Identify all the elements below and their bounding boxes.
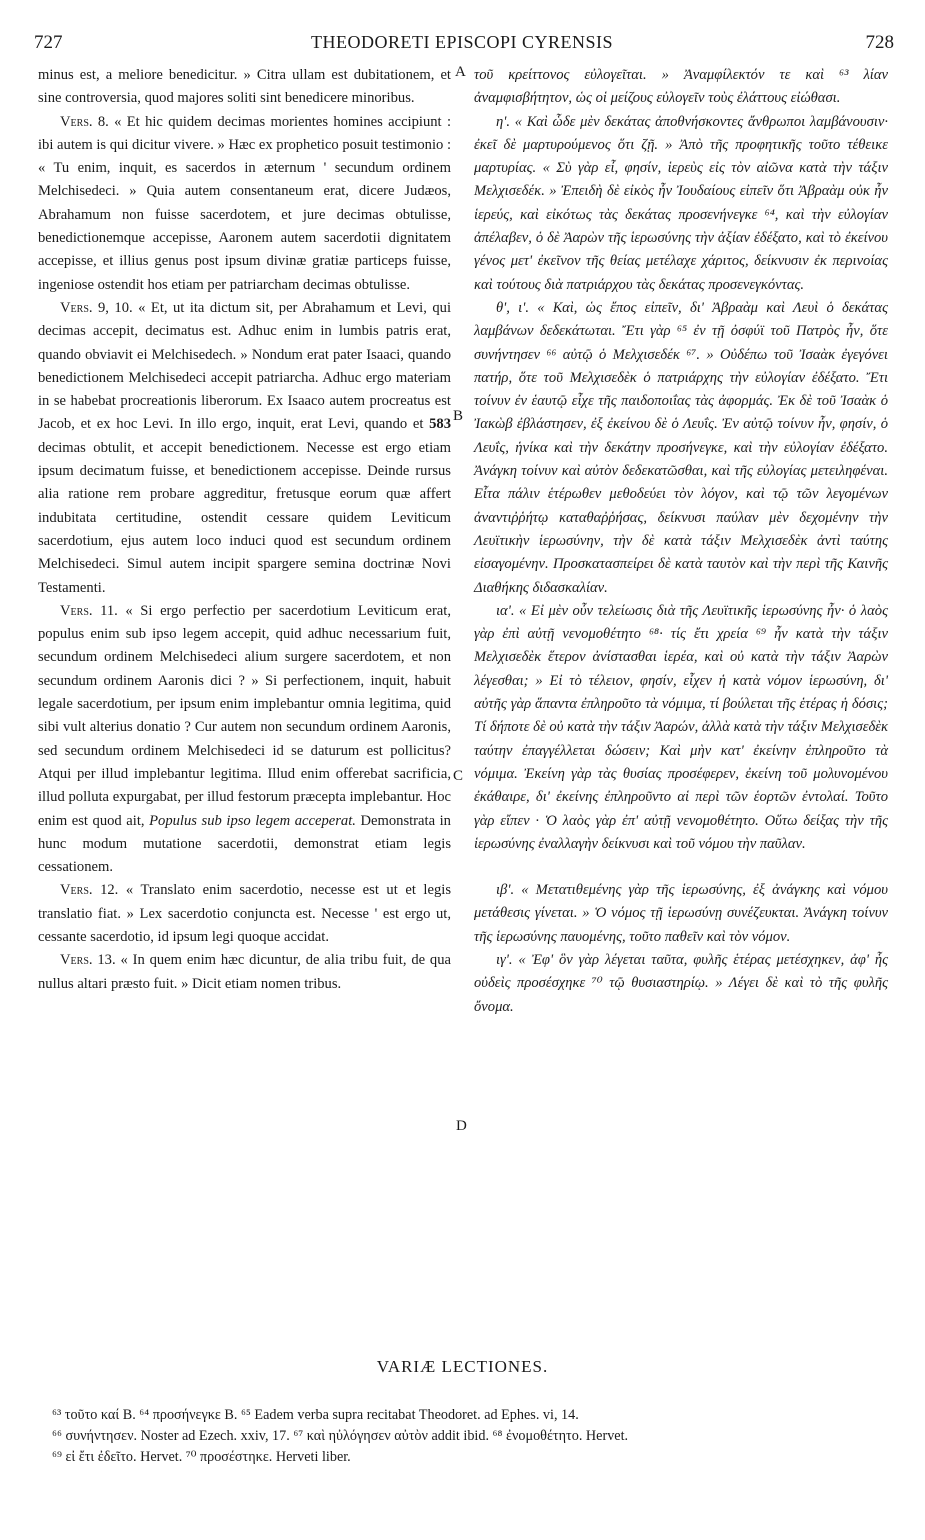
verse-text: « Et, ut ita dictum sit, per Abrahamum et Levi, qui decimas accepit, decimatus est. Adhuc enim in lumbis patris erat, quando obviavit ei Melchisedech. » Nondum erat pater Isaaci, quando benedictionem Melchisedeci accepit patriarcha. Adhuc ergo materiam in se habebat procreationis liberorum. Ex Isaaco autem procreatus est Jacob, et ex hoc Levi. In illo ergo, inquit, erat Levi, quando et: [38, 299, 452, 433]
running-title: THEODORETI EPISCOPI CYRENSIS: [310, 32, 614, 52]
latin-verse-13: [38, 949, 451, 996]
spacer: [474, 856, 888, 879]
verse-text: « Et hic quidem decimas morientes homines accipiunt : ibi autem is qui dicitur vivere. » Hæc ex prophetico posuit testimonio : « Tu enim, inquit, es sacerdos in æternum ' secundum ordinem Melchisedeci. » Quia autem consentaneum erat, dicere Judæos, Abrahamum non fuisse sacerdotem, et jure decimas obtulisse, benedictionemque accepisse, Aaronem autem sacerdotii dignitatem accepisse, et illius genus post ipsum divinæ gratiæ particeps fuisse, ingeniose ostendit hos etiam per patriarcham decimas obtulisse.: [38, 113, 452, 293]
column-marker-d: D: [456, 1118, 467, 1134]
greek-paragraph-intro: τοῦ κρείττονος εὐλογεῖται. » Ἀναμφίλεκτόν τε καὶ ⁶³ λίαν ἀναμφισβήτητον, ὡς οἱ μείζους εὐλογεῖν τοὺς ἐλάττους εἰώθασι.: [474, 67, 888, 107]
note-line: ⁶⁹ εἰ ἔτι ἐδεῖτο. Hervet. ⁷⁰ προσέστηκε. Herveti liber.: [52, 1449, 351, 1465]
greek-verse-9-10: θ', ι'. « Καὶ, ὡς ἔπος εἰπεῖν, δι' Ἀβραὰμ καὶ Λευὶ ὁ δεκάτας λαμβάνων δεδεκάτωται. Ἔτι γὰρ ⁶⁵ ἐν τῇ ὀσφύϊ τοῦ Πατρὸς ἦν, ὅτε συνήντησεν ⁶⁶ αὐτῷ ὁ Μελχισεδέκ ⁶⁷. » Οὐδέπω τοῦ Ἰσαὰκ ἐγεγόνει πατήρ, ὅτε τοῦ Μελχισεδὲκ ὁ πατριάρχης τὴν εὐλογίαν ἐδέξατο. Ἔτι τοίνυν ἐν ἑαυτῷ εἶχε τῆς παιδοποιΐας τὰς ἀφορμάς. Ἐκ δὲ τοῦ Ἰσαὰκ ὁ Ἰακὼβ ἐβλάστησεν, ἐξ ἐκείνου δὲ ὁ Λευΐς. Ἐν αὐτῷ τοίνυν ἦν, φησίν, ὁ Λευΐς, ἡνίκα καὶ τὴν δεκάτην προσήνεγκε, καὶ τὴν εὐλογίαν ἐδέξατο. Ἀνάγκη τοίνυν καὶ αὐτὸν δεδεκατῶσθαι, καὶ τῆς εὐλογίας μετειληφέναι. Εἶτα πάλιν ἑτέρωθεν μεθοδεύει τὸν λόγον, καὶ τῷ τῶν λεγομένων ἀναντιῤῥήτῳ καταθαῤῥήσας, δείκνυσι παύλαν μὲν δεχομένην τὴν Λευϊτικὴν ἱερωσύνην, τὴν δὲ κατὰ τάξιν Μελχισεδὲκ ἀντὶ ταύτης εἰσαγομένην. Προσκατασπείρει δὲ κατὰ ταυτὸν καὶ τὴν περὶ τῆς Καινῆς Διαθήκης διδασκαλίαν.: [474, 299, 888, 596]
variae-lectiones-heading: VARIÆ LECTIONES.: [376, 1357, 549, 1376]
column-marker-c: C: [453, 768, 464, 784]
latin-paragraph-intro: minus est, a meliore benedicitur. » Citra ullam est dubitationem, et sine controversia, quod majores soliti sint benedicere minoribus.: [38, 67, 451, 107]
verse-text: Demonstrata in hunc modum mutatione sacerdotii, demonstrat etiam legis cessationem.: [38, 812, 451, 876]
verse-text: « Translato enim sacerdotio, necesse est ut et legis translatio fiat. » Lex sacerdotio conjuncta est. Necesse ' est ergo ut, cessante sacerdotio, id ipsum legi quoque accidat.: [38, 882, 451, 945]
column-marker-b: B: [453, 408, 464, 424]
column-marker-a: A: [455, 64, 466, 80]
latin-verse-12: [38, 879, 451, 949]
running-header: [30, 32, 894, 62]
verse-text: « Si ergo perfectio per sacerdotium Leviticum erat, populus enim sub ipso legem accepit, quid adhuc necessarium fuit, secundum ordinem Melchisedeci alium surgere sacerdotem, et non secundum ordinem Aaronis dici ? » Si perfectionem, inquit, habuit legale sacerdotium, per ipsum enim implebantur omnia legitima, quid sibi vult alterius donatio ? Cur autem non secundum ordinem Aaronis, sed secundum ordinem Melchisedeci id se daturum est pollicitus? Atqui per illud implebantur legitima. Illud enim offerebat sacrificia, illud polluta expurgabat, per illud festorum præcepta implebantur. Hoc enim est quod ait,: [38, 602, 451, 829]
greek-verse-13: ιγ'. « Ἐφ' ὃν γὰρ λέγεται ταῦτα, φυλῆς ἑτέρας μετέσχηκεν, ἀφ' ἧς οὐδεὶς προσέσχηκε ⁷⁰ τῷ θυσιαστηρίῳ. » Λέγει δὲ καὶ τὸ τῆς φυλῆς ὄνομα.: [474, 951, 888, 1015]
verse-text: decimas obtulit, et accepit benedictionem. Necesse est ergo etiam ipsum decimatum fuisse, et benedictionem accepisse. Deinde rursus alia ratione rem probare aggreditur, fretusque eorum quæ affert indubitata certitudine, ostendit cessare quidem Leviticum sacerdotium, ejus autem loco induci quod est secundum ordinem Melchisedeci. Simul autem incipit spargere semina doctrinæ Novi Testamenti.: [38, 439, 451, 596]
page-number-left: 727: [34, 32, 63, 53]
greek-verse-8: η'. « Καὶ ὧδε μὲν δεκάτας ἀποθνήσκοντες ἄνθρωποι λαμβάνουσιν· ἐκεῖ δὲ μαρτυρούμενος ὅτι ζῇ. » Ἀπὸ τῆς προφητικῆς τοῦτο τέθεικε μαρτυρίας. « Σὺ γὰρ εἶ, φησίν, ἱερεὺς εἰς τὸν αἰῶνα κατὰ τὴν τάξιν Μελχισεδέκ. » Ἐπειδὴ δὲ εἰκὸς ἦν Ἰουδαίους εἰπεῖν ὅτι Ἀβραὰμ οὐκ ἦν ἱερεύς, καὶ εἰκότως τὰς δεκάτας προσενήνεγκε ⁶⁴, καὶ τὴν εὐλογίαν ἀπέλαβεν, ὁ δὲ Ἀαρὼν τῆς ἱερωσύνης τὴν ἀξίαν ἐδέξατο, καὶ τὸ ἐκείνου γένος μετ' ἐκεῖνον τῆς θείας μετέλαχε χάριτος, δείκνυσιν ἐκ περινοίας καὶ τούτους διὰ πατριάρχου τὰς δεκάτας προσενεγκόντας.: [474, 113, 888, 293]
column-number: 583: [429, 416, 451, 433]
greek-verse-12: ιβ'. « Μετατιθεμένης γὰρ τῆς ἱερωσύνης, ἐξ ἀνάγκης καὶ νόμου μετάθεσις γίνεται. » Ὁ νόμος τῇ ἱερωσύνῃ συνέζευκται. Ἀνάγκη τοίνυν τῆς ἱερωσύνης παυομένης, τοῦτο παθεῖν καὶ τὸν νόμον.: [474, 882, 888, 945]
note-line: ⁶³ τοῦτο καί B. ⁶⁴ προσήνεγκε B. ⁶⁵ Eadem verba supra recitabat Theodoret. ad Ephes. vi, 14.: [52, 1407, 579, 1423]
latin-verse-8: [38, 111, 451, 297]
greek-column: [474, 64, 888, 1019]
verse-label: Vers. 12.: [60, 882, 119, 899]
verse-label: Vers. 9, 10.: [60, 299, 133, 316]
latin-verse-11: [38, 600, 451, 880]
greek-verse-11: ια'. « Εἰ μὲν οὖν τελείωσις διὰ τῆς Λευϊτικῆς ἱερωσύνης ἦν· ὁ λαὸς γὰρ ἐπὶ αὐτῇ νενομοθέτητο ⁶⁸· τίς ἔτι χρεία ⁶⁹ ἦν κατὰ τὴν τάξιν Μελχισεδὲκ ἕτερον ἀνίστασθαι ἱερέα, καὶ οὐ κατὰ τὴν τάξιν Ἀαρὼν λέγεσθαι; » Εἰ τὸ τέλειον, φησίν, εἶχεν ἡ κατὰ νόμον ἱερωσύνη, δι' αὐτῆς γὰρ ἅπαντα ἐπληροῦτο τὰ νόμιμα, τί βούλεται τῆς ἑτέρας ἡ δόσις; Τί δήποτε δὲ οὐ κατὰ τὴν τάξιν Ἀαρών, ἀλλὰ κατὰ τὴν τάξιν Μελχισεδὲκ ταύτην ἐπαγγέλλεται δώσειν; Καὶ μὴν κατ' ἐκείνην ἐπληροῦτο τὰ νόμιμα. Ἐκείνη γὰρ τὰς θυσίας προσέφερεν, ἐκείνη τοῦ μολυνομένου ἐκάθαιρε, δι' ἐκείνης ἐπληροῦντο αἱ περὶ τῶν ἑορτῶν ἐντολαί. Τοῦτο γὰρ εἴπεν · Ὁ λαὸς γὰρ ἐπ' αὐτῇ νενομοθέτητο. Οὕτω δείξας τὴν τῆς ἱερωσύνης ἐναλλαγὴν δείκνυσι καὶ τοῦ νόμου τὴν παῦλαν.: [474, 602, 888, 852]
verse-label: Vers. 8.: [60, 113, 109, 130]
variant-readings-notes: [52, 1405, 892, 1468]
note-line: ⁶⁶ συνήντησεν. Noster ad Ezech. xxiv, 17. ⁶⁷ καὶ ηὐλόγησεν αὐτὸν addit ibid. ⁶⁸ ἐνομοθέτητο. Hervet.: [52, 1428, 629, 1444]
verse-quote: Populus sub ipso legem acceperat.: [149, 812, 356, 829]
verse-label: Vers. 13.: [60, 952, 116, 969]
latin-column: [38, 64, 451, 996]
verse-label: Vers. 11.: [60, 602, 118, 619]
latin-verse-9-10: [38, 297, 451, 600]
page-number-right: 728: [865, 32, 894, 53]
verse-text: « In quem enim hæc dicuntur, de alia tribu fuit, de qua nullus altari præsto fuit. » Dicit etiam nomen tribus.: [38, 952, 452, 992]
